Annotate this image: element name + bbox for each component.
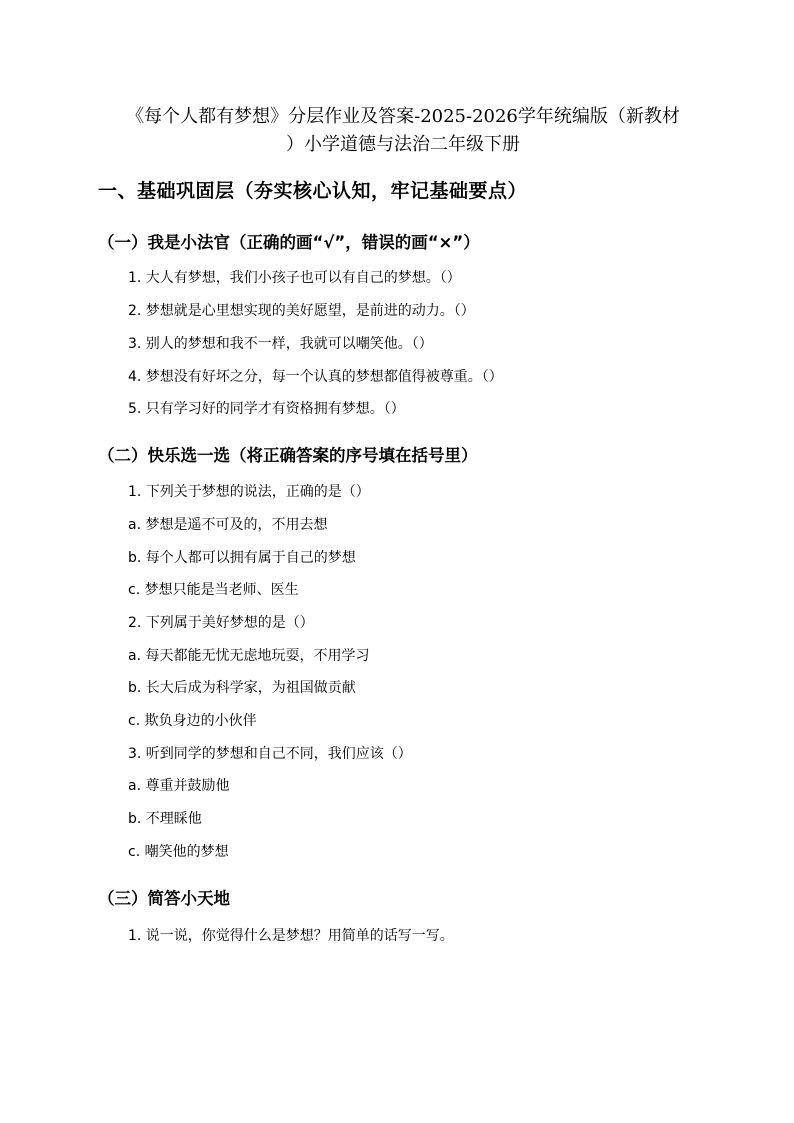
part-heading-choose: （二）快乐选一选（将正确答案的序号填在括号里） [98,446,478,465]
section-heading-basic: 一、基础巩固层（夯实核心认知，牢记基础要点） [98,180,528,202]
choice-option: b. 不理睬他 [128,811,202,827]
short-answer-item: 1. 说一说，你觉得什么是梦想？用简单的话写一写。 [128,928,454,944]
choice-question: 3. 听到同学的梦想和自己不同，我们应该（） [128,746,412,762]
choice-option: b. 长大后成为科学家，为祖国做贡献 [128,680,356,696]
part-heading-judge: （一）我是小法官（正确的画“√”，错误的画“×”） [98,233,480,252]
choice-option: c. 梦想只能是当老师、医生 [128,582,299,598]
title-line-2: ）小学道德与法治二年级下册 [286,134,520,155]
choice-option: a. 尊重并鼓励他 [128,778,230,794]
part-heading-short-answer: （三）简答小天地 [98,889,230,908]
choice-option: b. 每个人都可以拥有属于自己的梦想 [128,550,356,566]
document-title [98,103,708,159]
choice-question: 2. 下列属于美好梦想的是（） [128,615,314,631]
choice-option: a. 梦想是遥不可及的，不用去想 [128,517,328,533]
choice-question: 1. 下列关于梦想的说法，正确的是（） [128,484,370,500]
choice-option: c. 嘲笑他的梦想 [128,844,229,860]
judge-item: 1. 大人有梦想，我们小孩子也可以有自己的梦想。（） [128,270,461,286]
judge-item: 3. 别人的梦想和我不一样，我就可以嘲笑他。（） [128,336,433,352]
choice-option: a. 每天都能无忧无虑地玩耍，不用学习 [128,648,370,664]
title-line-1: 《每个人都有梦想》分层作业及答案-2025-2026学年统编版（新教材 [126,106,680,127]
judge-item: 4. 梦想没有好坏之分，每一个认真的梦想都值得被尊重。（） [128,369,503,385]
judge-item: 2. 梦想就是心里想实现的美好愿望，是前进的动力。（） [128,303,475,319]
choice-option: c. 欺负身边的小伙伴 [128,713,257,729]
judge-item: 5. 只有学习好的同学才有资格拥有梦想。（） [128,401,405,417]
